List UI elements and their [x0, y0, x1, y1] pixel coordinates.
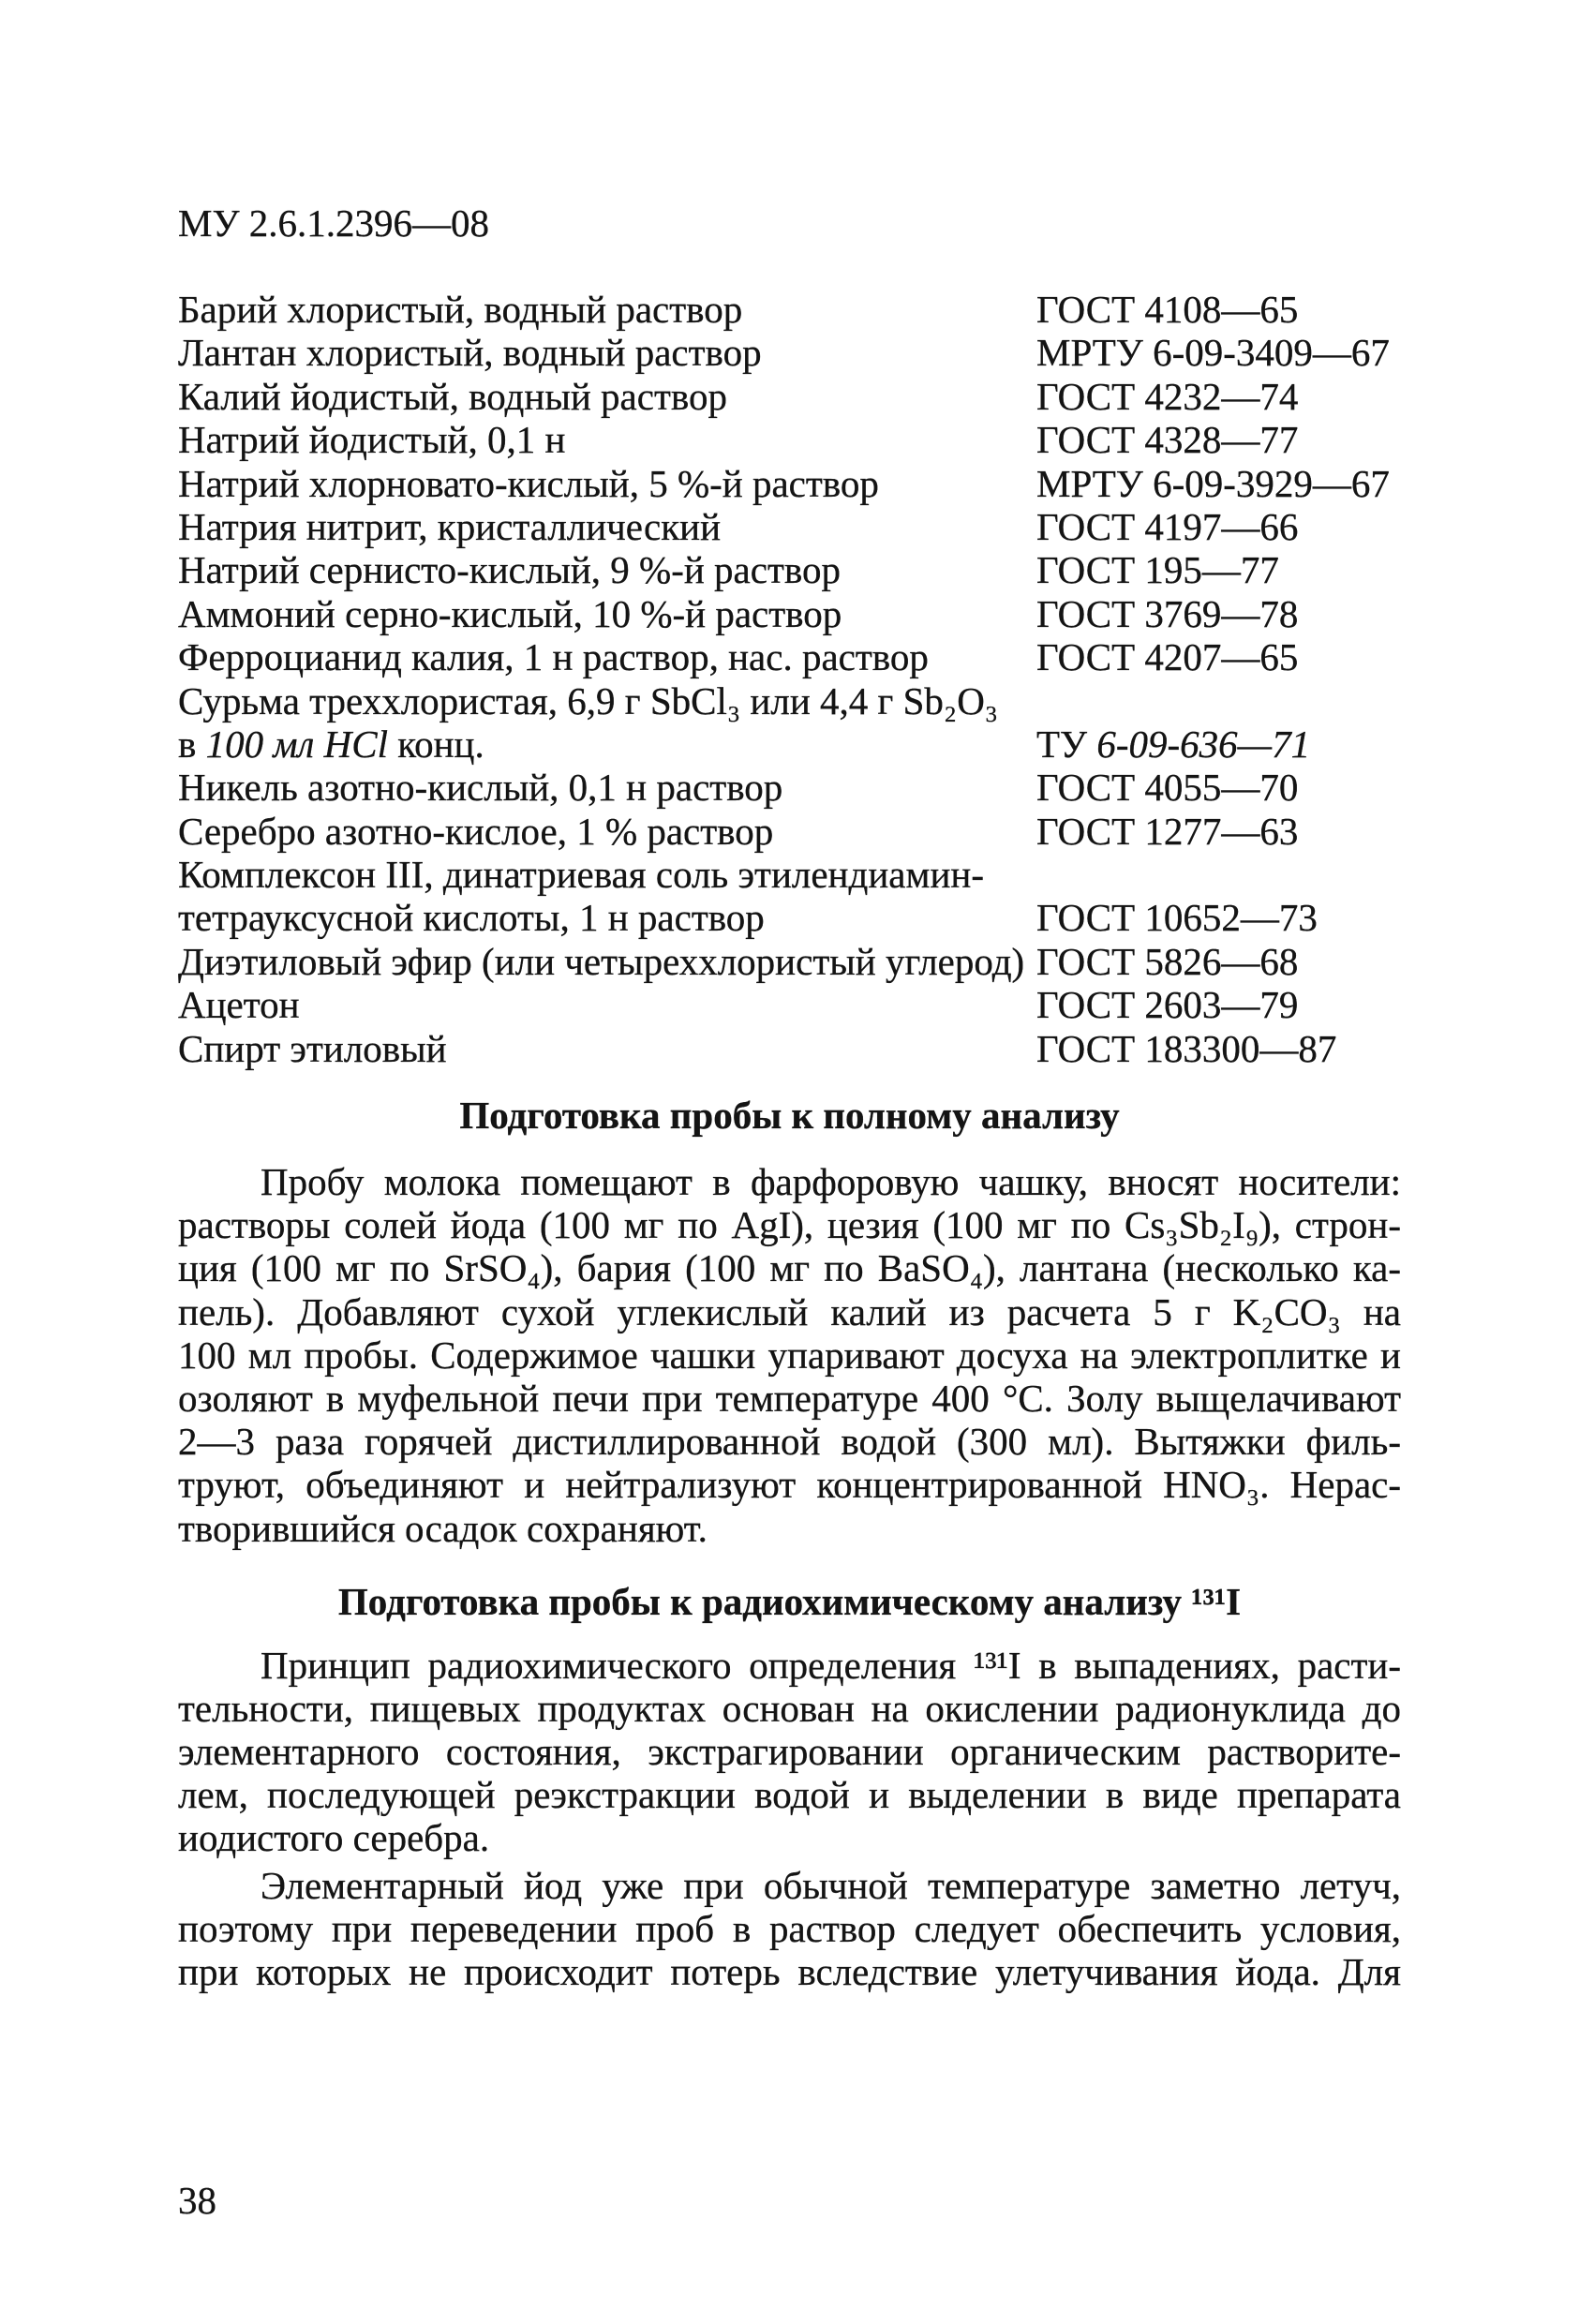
reagent-standard: ГОСТ 1277—63 — [1036, 809, 1299, 853]
reagent-standard: ГОСТ 4232—74 — [1036, 374, 1299, 418]
reagent-row — [178, 723, 1401, 766]
reagent-name: Натрий сернисто-кислый, 9 %-й раствор — [178, 548, 841, 592]
reagent-name: тетрауксусной кислоты, 1 н раствор — [178, 896, 765, 940]
reagent-name: Лантан хлористый, водный раствор — [178, 331, 762, 375]
reagent-name: Ферроцианид калия, 1 н раствор, нас. раствор — [178, 635, 929, 679]
paragraph-radiochemical-principle — [178, 1644, 1401, 1859]
reagent-row — [178, 810, 1401, 853]
reagent-name: Никель азотно-кислый, 0,1 н раствор — [178, 766, 783, 810]
reagent-row — [178, 462, 1401, 505]
reagent-standard: ГОСТ 2603—79 — [1036, 983, 1299, 1027]
reagent-name: Ацетон — [178, 983, 300, 1027]
reagent-row — [178, 853, 1401, 896]
section-heading-radiochemical: Подготовка пробы к радиохимическому анализу ¹³¹I — [337, 1580, 1242, 1623]
reagent-name: Натрий йодистый, 0,1 н — [178, 418, 566, 462]
paragraph-line: Принцип радиохимического определения ¹³¹I в выпадениях, расти- — [261, 1644, 1401, 1687]
reagent-standard: ГОСТ 3769—78 — [1036, 591, 1299, 635]
document-code: МУ 2.6.1.2396—08 — [178, 201, 489, 245]
reagent-row — [178, 288, 1401, 331]
reagent-row — [178, 766, 1401, 809]
reagent-standard: ГОСТ 183300—87 — [1036, 1026, 1337, 1070]
paragraph-line: Элементарный йод уже при обычной температуре заметно летуч, — [261, 1864, 1401, 1907]
paragraph-line: пель). Добавляют сухой углекислый калий из расчета 5 г K₂CO₃ на — [178, 1289, 1401, 1333]
reagent-name: Барий хлористый, водный раствор — [178, 288, 743, 331]
reagent-row — [178, 505, 1401, 548]
reagent-row — [178, 331, 1401, 374]
paragraph-line: озоляют в муфельной печи при температуре 400 °С. Золу выщелачивают — [178, 1377, 1401, 1421]
reagent-row — [178, 679, 1401, 723]
paragraph-line: растворы солей йода (100 мг по AgI), цезия (100 мг по Cs₃Sb₂I₉), строн- — [178, 1203, 1401, 1247]
reagent-row — [178, 592, 1401, 635]
reagent-name: Спирт этиловый — [178, 1026, 447, 1070]
reagent-row — [178, 940, 1401, 983]
reagent-name: Серебро азотно-кислое, 1 % раствор — [178, 809, 774, 853]
paragraph-line: 2—3 раза горячей дистиллированной водой (300 мл). Вытяжки филь- — [178, 1420, 1401, 1464]
reagent-standard: ГОСТ 4328—77 — [1036, 418, 1299, 462]
paragraph-line: при которых не происходит потерь вследствие улетучивания йода. Для — [178, 1950, 1401, 1993]
reagent-name: Комплексон III, динатриевая соль этилендиамин- — [178, 853, 984, 897]
reagent-standard-number: 6-09-636—71 — [1096, 722, 1311, 766]
reagent-standard: ГОСТ 4055—70 — [1036, 766, 1299, 810]
reagent-standard: ГОСТ 4207—65 — [1036, 635, 1299, 679]
reagent-row — [178, 983, 1401, 1026]
reagent-name: Аммоний серно-кислый, 10 %-й раствор — [178, 591, 842, 635]
reagent-name-suffix: конц. — [397, 722, 484, 766]
reagent-row — [178, 1027, 1401, 1070]
paragraph-line: тельности, пищевых продуктах основан на окислении радионуклида до — [178, 1687, 1401, 1730]
paragraph-iodine-volatility — [178, 1864, 1401, 1993]
reagent-row — [178, 896, 1401, 939]
reagent-standard: МРТУ 6-09-3929—67 — [1036, 461, 1390, 505]
paragraph-line: ция (100 мг по SrSO₄), бария (100 мг по BaSO₄), лантана (несколько ка- — [178, 1246, 1401, 1290]
paragraph-line: Пробу молока помещают в фарфоровую чашку, вносят носители: — [261, 1160, 1401, 1203]
reagent-name: Калий йодистый, водный раствор — [178, 374, 727, 418]
reagent-name: Натрия нитрит, кристаллический — [178, 504, 722, 548]
reagent-standard: ГОСТ 10652—73 — [1036, 896, 1318, 940]
reagent-standard: МРТУ 6-09-3409—67 — [1036, 331, 1390, 375]
reagent-standard: ГОСТ 195—77 — [1036, 548, 1279, 592]
reagent-list — [178, 288, 1401, 1070]
reagent-name-prefix: в — [178, 722, 197, 766]
reagent-standard: ГОСТ 4197—66 — [1036, 504, 1299, 548]
reagent-row — [178, 635, 1401, 678]
paragraph-line: 100 мл пробы. Содержимое чашки упаривают досуха на электроплитке и — [178, 1333, 1401, 1377]
reagent-row — [178, 375, 1401, 418]
reagent-name: Сурьма треххлористая, 6,9 г SbCl₃ или 4,4 г Sb₂O₃ — [178, 678, 999, 723]
paragraph-line: творившийся осадок сохраняют. — [178, 1506, 708, 1550]
paragraph-line: поэтому при переведении проб в раствор следует обеспечить условия, — [178, 1907, 1401, 1950]
reagent-standard: ГОСТ 5826—68 — [1036, 939, 1299, 983]
reagent-name: Диэтиловый эфир (или четыреххлористый углерод) — [178, 939, 1025, 983]
reagent-standard — [1036, 723, 1310, 766]
paragraph-line: иодистого серебра. — [178, 1816, 490, 1859]
section-heading-full-analysis: Подготовка пробы к полному анализу — [459, 1094, 1120, 1137]
reagent-name: Натрий хлорновато-кислый, 5 %-й раствор — [178, 461, 879, 505]
reagent-standard-prefix: ТУ — [1036, 722, 1088, 766]
reagent-row — [178, 418, 1401, 461]
reagent-standard: ГОСТ 4108—65 — [1036, 288, 1299, 331]
page-number: 38 — [178, 2179, 216, 2222]
paragraph-line: труют, объединяют и нейтрализуют концентрированной HNO₃. Нерас- — [178, 1463, 1401, 1507]
paragraph-full-analysis — [178, 1160, 1401, 1550]
paragraph-line: элементарного состояния, экстрагировании органическим растворите- — [178, 1730, 1401, 1773]
reagent-row — [178, 548, 1401, 591]
paragraph-line: лем, последующей реэкстракции водой и выделении в виде препарата — [178, 1773, 1401, 1816]
reagent-name-formula: 100 мл HCl — [205, 722, 388, 766]
